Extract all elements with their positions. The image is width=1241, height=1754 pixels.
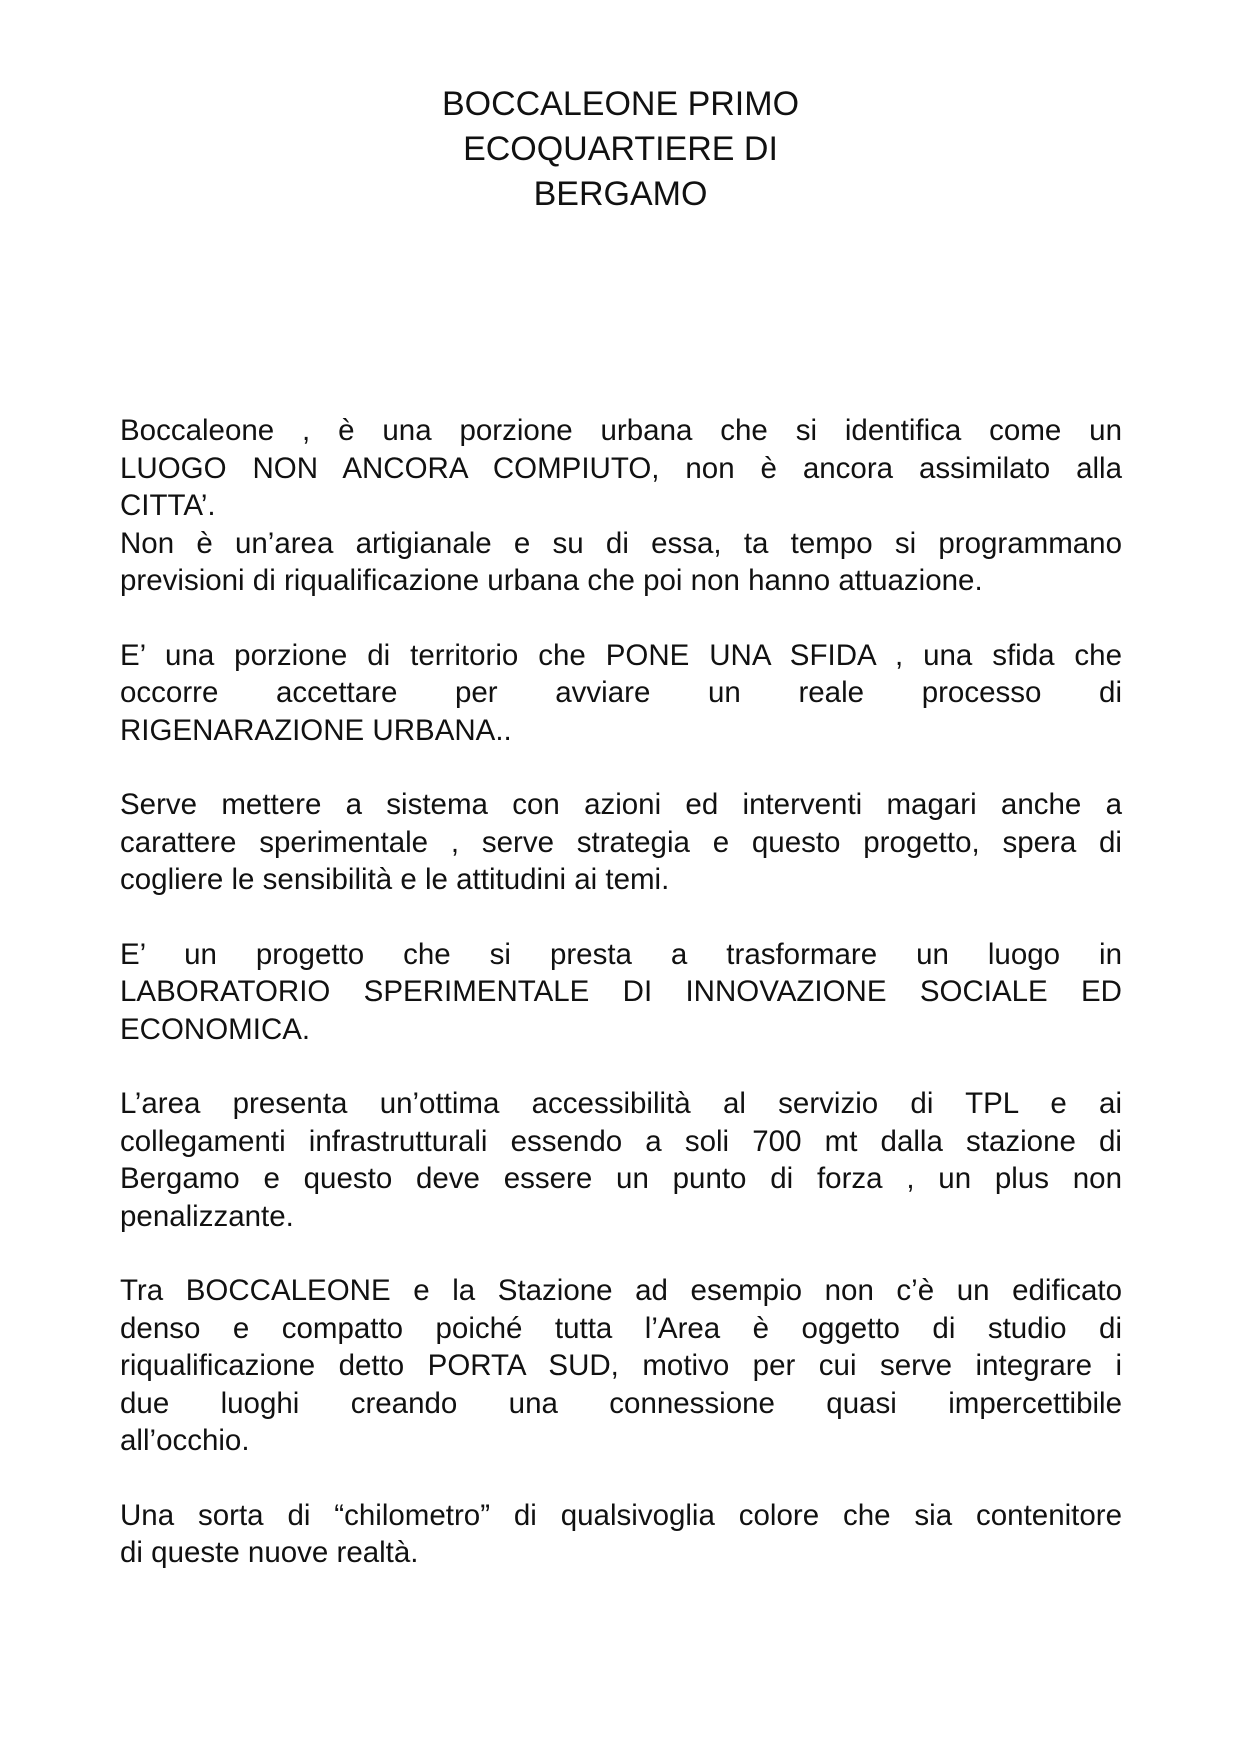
document-body [120,412,1122,1609]
text-line: riqualificazione detto PORTA SUD, motivo per cui serve integrare i [120,1349,1122,1382]
title-line-1: BOCCALEONE PRIMO [441,85,800,123]
text-line: carattere sperimentale , serve strategia e questo progetto, spera di [120,825,1122,859]
text-line: all’occhio. [120,1424,250,1457]
text-line: ECONOMICA. [120,1012,311,1046]
paragraph [120,936,1122,1049]
text-line: Una sorta di “chilometro” di qualsivoglia colore che sia contenitore [120,1498,1122,1532]
title-line-3: BERGAMO [533,175,708,213]
text-line: occorre accettare per avviare un reale processo di [120,676,1122,709]
text-line: cogliere le sensibilità e le attitudini ai temi. [120,863,670,896]
text-line: previsioni di riqualificazione urbana che poi non hanno attuazione. [120,564,983,597]
text-line: E’ una porzione di territorio che PONE UNA SFIDA , una sfida che [120,638,1122,672]
text-line: L’area presenta un’ottima accessibilità al servizio di TPL e ai [120,1087,1122,1120]
text-line: Boccaleone , è una porzione urbana che si identifica come un [120,414,1122,447]
text-line: collegamenti infrastrutturali essendo a soli 700 mt dalla stazione di [120,1124,1122,1158]
text-line: penalizzante. [120,1199,294,1233]
text-line: LUOGO NON ANCORA COMPIUTO, non è ancora assimilato alla [120,451,1122,485]
paragraph [120,1085,1122,1235]
text-line: di queste nuove realtà. [120,1536,419,1569]
text-line: Bergamo e questo deve essere un punto di forza , un plus non [120,1162,1122,1195]
text-line: LABORATORIO SPERIMENTALE DI INNOVAZIONE SOCIALE ED [120,975,1122,1008]
paragraph [120,786,1122,899]
text-line: E’ un progetto che si presta a trasformare un luogo in [120,937,1122,971]
paragraph [120,637,1122,750]
text-line: due luoghi creando una connessione quasi impercettibile [120,1386,1122,1420]
paragraph [120,1497,1122,1572]
text-line: denso e compatto poiché tutta l’Area è oggetto di studio di [120,1311,1122,1345]
text-line: Serve mettere a sistema con azioni ed interventi magari anche a [120,788,1122,821]
document-title [0,82,1241,217]
text-line: CITTA’. [120,489,216,522]
paragraph [120,1272,1122,1460]
text-line: Tra BOCCALEONE e la Stazione ad esempio non c’è un edificato [120,1274,1122,1307]
text-line: Non è un’area artigianale e su di essa, ta tempo si programmano [120,526,1122,560]
text-line: RIGENARAZIONE URBANA.. [120,713,512,747]
paragraph [120,412,1122,600]
title-line-2: ECOQUARTIERE DI [463,130,778,168]
